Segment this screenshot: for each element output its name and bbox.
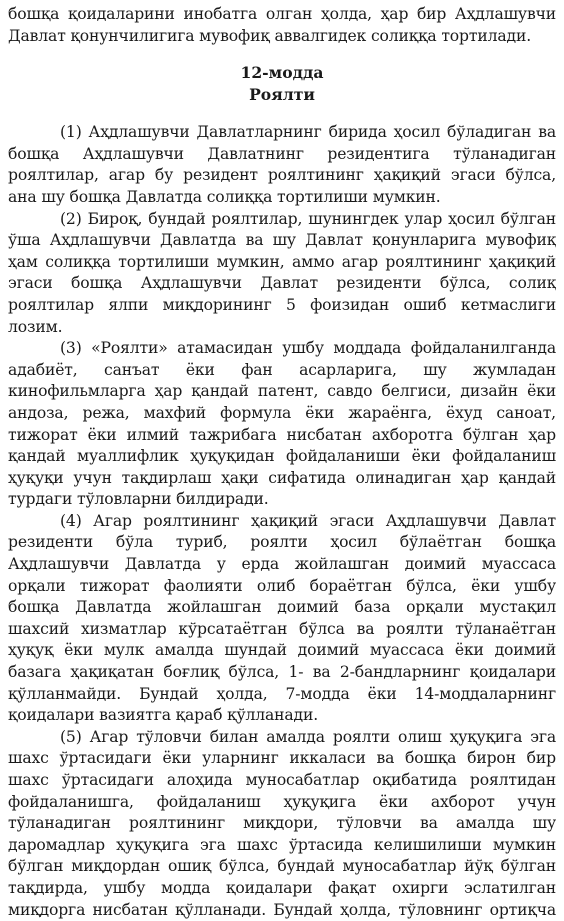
text-line: қоидалари вазиятга қараб қўлланади. [8, 706, 319, 725]
paragraph [8, 122, 556, 208]
text-line: бошқа Аҳдлашувчи Давлатнинг резидентига тўланадиган [8, 144, 556, 163]
text-line: адабиёт, санъат ёки фан асарларига, шу жумладан [8, 360, 556, 379]
text-line: қандай муаллифлик ҳуқуқидан фойдаланиши ёки фойдаланиш [8, 447, 556, 466]
text-line: шахс ўртасидаги ёки уларнинг иккаласи ва бошқа бирон бир [8, 749, 556, 768]
paragraph [8, 727, 556, 921]
text-line: андоза, режа, махфий формула ёки жараёнга, ёхуд саноат, [8, 403, 556, 422]
article-body [8, 122, 556, 921]
text-line: ҳам солиққа тортилиши мумкин, аммо агар роялтининг ҳақиқий [8, 252, 556, 271]
text-line: Аҳдлашувчи Давлатда у ерда жойлашган доимий муассаса [8, 555, 556, 574]
article-number: 12-модда [240, 63, 324, 83]
text-line: миқдорга нисбатан қўлланади. Бундай ҳолда, тўловнинг ортиқча [8, 900, 556, 919]
text-line: (1) Аҳдлашувчи Давлатларнинг бирида ҳосил бўладиган ва [60, 123, 556, 142]
text-line: эгаси бошқа Аҳдлашувчи Давлат резиденти бўлса, солиқ [8, 274, 556, 293]
text-line: тўланадиган роялтининг миқдори, тўловчи ва амалда шу [8, 814, 556, 833]
text-line: орқали тижорат фаолияти олиб бораётган бўлса, ёки ушбу [8, 576, 556, 595]
text-line: даромадлар ҳуқуқига эга шахс ўртасида келишилиши мумкин [8, 835, 556, 854]
paragraph [8, 338, 556, 511]
text-line: ана шу бошқа Давлатда солиққа тортилиши мумкин. [8, 187, 441, 206]
text-line: кинофильмларга ҳар қандай патент, савдо белгиси, дизайн ёки [8, 382, 556, 401]
text-line: тижорат ёки илмий тажрибага нисбатан ахборотга бўлган ҳар [8, 425, 556, 444]
paragraph [8, 209, 556, 339]
text-line: шахсий хизматлар кўрсатаётган бўлса ва роялти тўланаётган [8, 619, 556, 638]
text-line: турдаги тўловларни билдиради. [8, 490, 269, 509]
text-line: лозим. [8, 317, 63, 336]
text-line: (4) Агар роялтининг ҳақиқий эгаси Аҳдлашувчи Давлат [60, 511, 556, 530]
text-line: бошқа қоидаларини инобатга олган ҳолда, ҳар бир Аҳдлашувчи [8, 5, 556, 23]
text-line: резиденти бўла туриб, роялти ҳосил бўлаётган бошқа [8, 533, 556, 552]
text-line: ҳуқуқи учун тақдирлаш ҳақи сифатида олинадиган ҳар қандай [8, 468, 556, 487]
text-line: роялтилар, агар бу резидент роялтининг ҳақиқий эгаси бўлса, [8, 166, 556, 185]
text-line: фойдаланишга, фойдаланиш ҳуқуқига ёки ахборот учун [8, 792, 556, 811]
text-line: Давлат қонунчилигига мувофиқ аввалгидек солиққа тортилади. [8, 26, 532, 45]
paragraph [8, 511, 556, 727]
intro-text [8, 4, 556, 47]
text-line: бўлган миқдордан ошиқ бўлса, бундай муносабатлар йўқ бўлган [8, 857, 556, 876]
text-line: базага ҳақиқатан боғлиқ бўлса, 1- ва 2-бандларнинг қоидалари [8, 663, 556, 682]
text-line: (5) Агар тўловчи билан амалда роялти олиш ҳуқуқига эга [60, 727, 556, 746]
text-line: ўша Аҳдлашувчи Давлатда ва шу Давлат қонунларига мувофиқ [8, 231, 556, 250]
text-line: (2) Бироқ, бундай роялтилар, шунингдек улар ҳосил бўлган [60, 209, 556, 228]
article-title: Роялти [249, 85, 315, 105]
text-line: бошқа Давлатда жойлашган доимий база орқали мустақил [8, 598, 556, 617]
text-line: (3) «Роялти» атамасидан ушбу моддада фойдаланилганда [60, 339, 556, 358]
text-line: қўлланмайди. Бундай ҳолда, 7-модда ёки 14-моддаларнинг [8, 684, 556, 703]
text-line: тақдирда, ушбу модда қоидалари фақат охирги эслатилган [8, 878, 556, 897]
text-line: роялтилар ялпи миқдорининг 5 фоизидан ошиб кетмаслиги [8, 295, 556, 314]
text-line: шахс ўртасидаги алоҳида муносабатлар оқибатида роялтидан [8, 771, 556, 789]
text-line: ҳуқуқ ёки мулк амалда шундай доимий муассаса ёки доимий [8, 641, 556, 660]
